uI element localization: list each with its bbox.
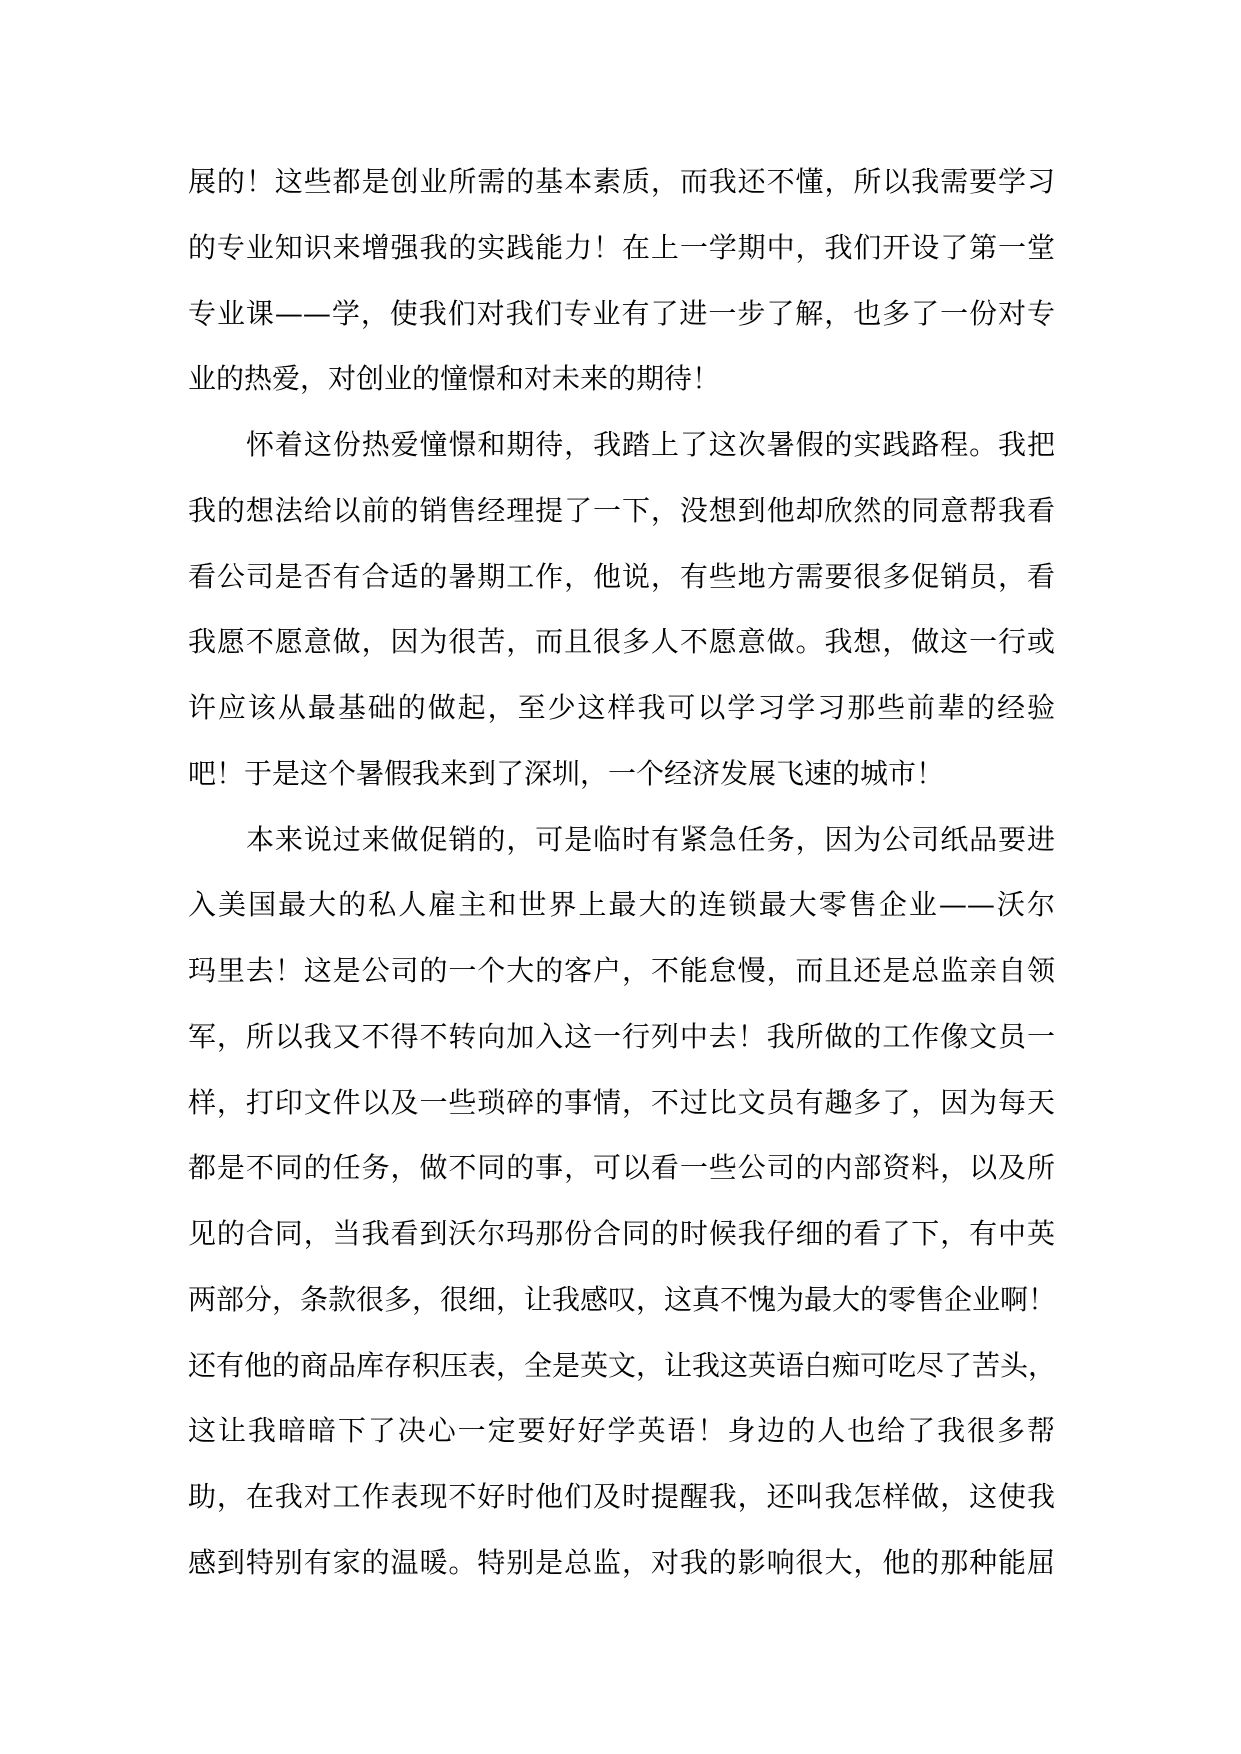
text-line: 吧！于是这个暑假我来到了深圳，一个经济发展飞速的城市！ <box>188 756 945 790</box>
text-line: 助，在我对工作表现不好时他们及时提醒我，还叫我怎样做，这使我 <box>188 1480 1055 1513</box>
text-line: 本来说过来做促销的，可是临时有紧急任务，因为公司纸品要进 <box>246 822 1055 856</box>
text-line: 许应该从最基础的做起，至少这样我可以学习学习那些前辈的经验 <box>188 691 1055 724</box>
text-line: 入美国最大的私人雇主和世界上最大的连锁最大零售企业——沃尔 <box>188 888 1055 922</box>
text-line: 军，所以我又不得不转向加入这一行列中去！我所做的工作像文员一 <box>188 1019 1055 1053</box>
text-line: 怀着这份热爱憧憬和期待，我踏上了这次暑假的实践路程。我把 <box>246 428 1055 461</box>
text-line: 玛里去！这是公司的一个大的客户，不能怠慢，而且还是总监亲自领 <box>188 954 1055 987</box>
text-line: 我愿不愿意做，因为很苦，而且很多人不愿意做。我想，做这一行或 <box>188 625 1055 659</box>
text-line: 业的热爱，对创业的憧憬和对未来的期待！ <box>188 362 721 396</box>
text-line: 专业课——学，使我们对我们专业有了进一步了解，也多了一份对专 <box>188 296 1055 330</box>
text-line: 的专业知识来增强我的实践能力！在上一学期中，我们开设了第一堂 <box>188 230 1055 264</box>
text-line: 还有他的商品库存积压表，全是英文，让我这英语白痴可吃尽了苦头， <box>188 1348 1057 1382</box>
text-line: 感到特别有家的温暖。特别是总监，对我的影响很大，他的那种能屈 <box>188 1545 1055 1579</box>
text-line: 样，打印文件以及一些琐碎的事情，不过比文员有趣多了，因为每天 <box>188 1085 1055 1119</box>
text-line: 这让我暗暗下了决心一定要好好学英语！身边的人也给了我很多帮 <box>188 1414 1055 1448</box>
text-line: 我的想法给以前的销售经理提了一下，没想到他却欣然的同意帮我看 <box>188 493 1055 527</box>
text-line: 展的！这些都是创业所需的基本素质，而我还不懂，所以我需要学习 <box>188 165 1055 198</box>
text-line: 都是不同的任务，做不同的事，可以看一些公司的内部资料，以及所 <box>188 1151 1055 1185</box>
text-line: 看公司是否有合适的暑期工作，他说，有些地方需要很多促销员，看 <box>188 559 1055 593</box>
document-body <box>188 162 1055 1609</box>
text-line: 两部分，条款很多，很细，让我感叹，这真不愧为最大的零售企业啊！ <box>188 1282 1057 1316</box>
text-line: 见的合同，当我看到沃尔玛那份合同的时候我仔细的看了下，有中英 <box>188 1217 1055 1250</box>
